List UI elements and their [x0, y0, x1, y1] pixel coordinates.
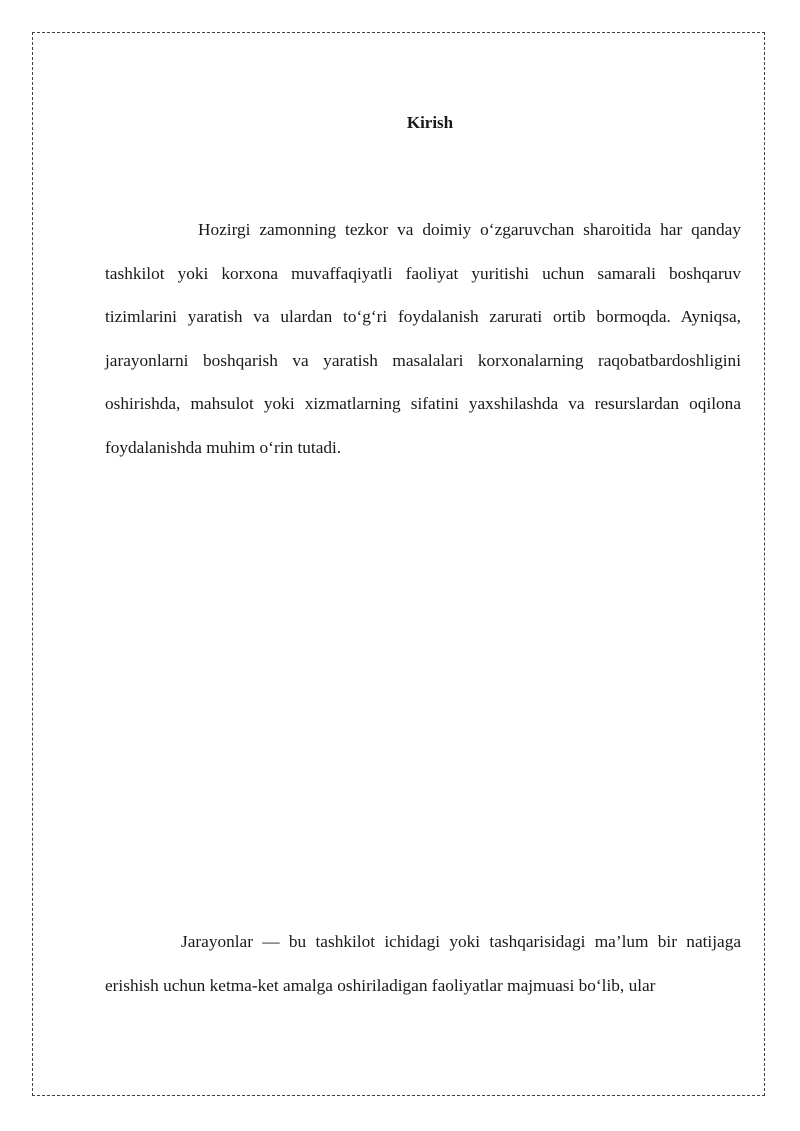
section-title: Kirish: [406, 113, 454, 132]
body-paragraph-processes: Jarayonlar — bu tashkilot ichidagi yoki tashqarisidagi ma’lum bir natijaga erishish uchun ketma-ket amalga oshiriladigan faoliyatlar majmuasi bo‘lib, ular: [105, 932, 741, 995]
body-paragraph-intro: Hozirgi zamonning tezkor va doimiy o‘zgaruvchan sharoitida har qanday tashkilot yoki korxona muvaffaqiyatli faoliyat yuritishi uchun samarali boshqaruv tizimlarini yaratish va ulardan to‘g‘ri foydalanish zarurati ortib bormoqda. Ayniqsa, jarayonlarni boshqarish va yaratish masalalari korxonalarning raqobatbardoshligini oshirishda, mahsulot yoki xizmatlarning sifatini yaxshilashda va resurslardan oqilona foydalanishda muhim o‘rin tutadi.: [105, 220, 741, 457]
